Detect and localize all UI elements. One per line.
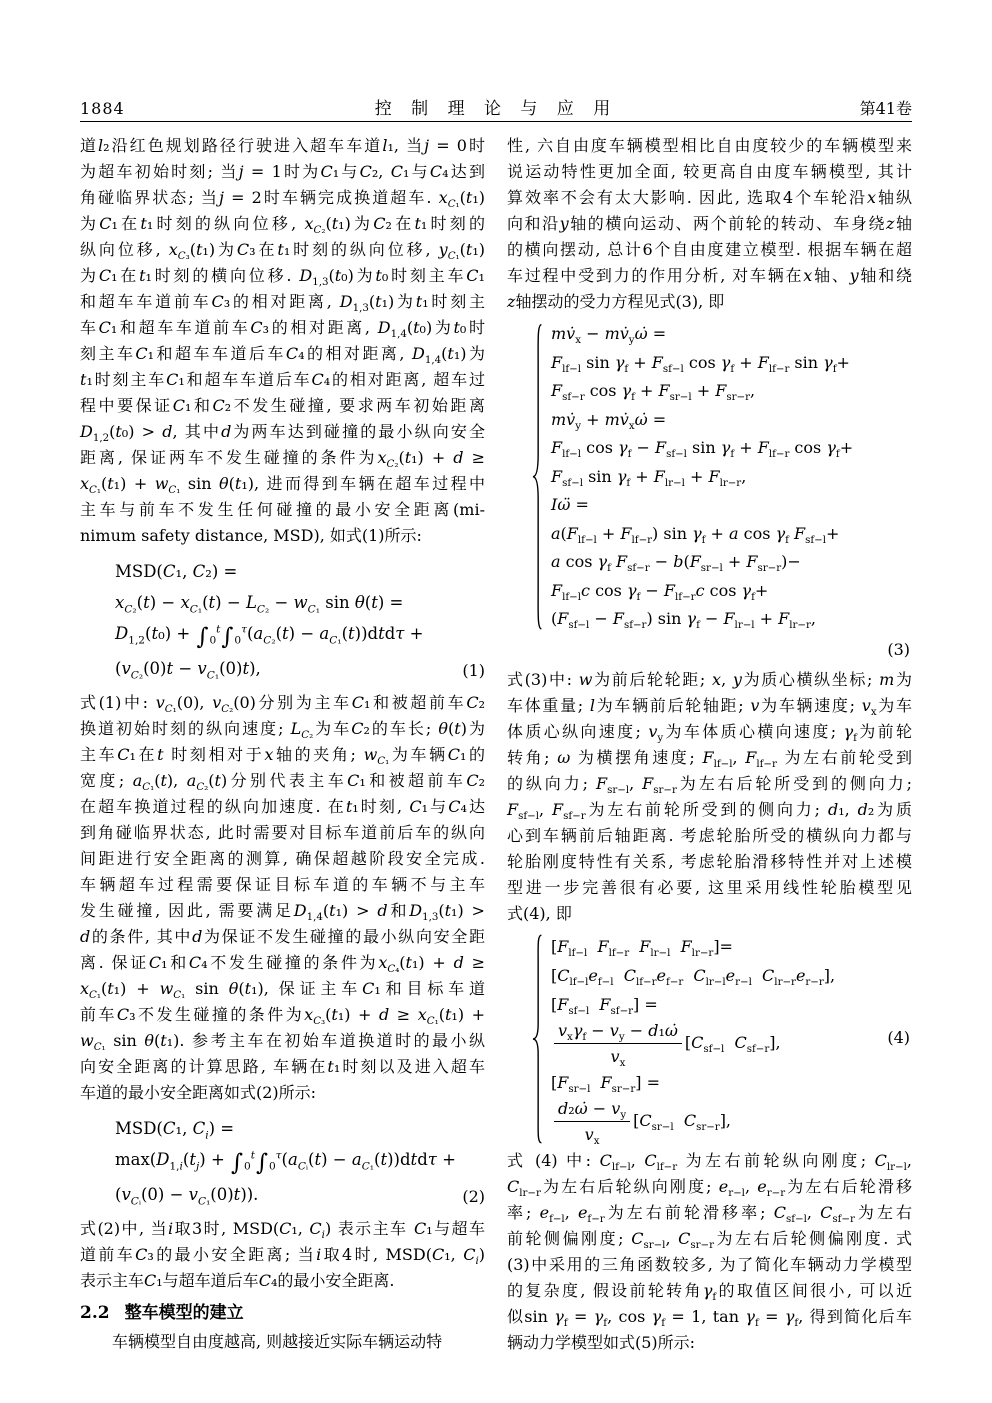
text-line: $x_{C_1}(t_1) + w_{C_1}$ sin θ(t₁), 进而得到车辆在超车过程中 xyxy=(80,474,485,497)
equation-line: $mv̇_x$ − $mv̇_y\omegȧ$ = xyxy=(551,324,667,347)
text-line: 向安全距离的计算思路, 车辆在t₁时刻以及进入超车 xyxy=(80,1057,485,1076)
text-line: nimum safety distance, MSD), 如式(1)所示: xyxy=(80,526,422,545)
text-line: $F_{sf-l}$, $F_{sf-r}$为左右前轮所受到的侧向力; d₁, d₂为质 xyxy=(507,799,913,822)
text-line: 向和沿y轴的横向运动、两个前轮的转动、车身绕z轴 xyxy=(507,214,912,233)
text-line: 车道的最小安全距离如式(2)所示: xyxy=(80,1083,317,1102)
equation-line: $(v_{C_2}(0)t - v_{C_1}(0)t)$, xyxy=(115,659,261,682)
text-line: 道l₂沿红色规划路径行驶进入超车车道l₁, 当j = 0时 xyxy=(80,136,485,155)
equation-1 xyxy=(80,556,485,684)
page-number: 1884 xyxy=(80,99,125,118)
equation-line: $\max(D_{1,i}(t_j) + \int_0^t\int_0^\tau(a_{Cᵢ}(t) - a_{C_1}(t))dtd\tau$ + xyxy=(115,1149,456,1176)
equation-lines xyxy=(115,556,485,684)
two-column-body xyxy=(80,133,912,1356)
text-line: 离. 保证C₁和C₄不发生碰撞的条件为$x_{C_4}(t_1) + d$ ≥ xyxy=(80,953,485,976)
equation-line: $F_{lf-l}c$ $\cos \gamma_f - F_{lf-r}c$ $\cos \gamma_f+$ xyxy=(551,580,769,603)
equation-number: (4) xyxy=(887,1027,910,1047)
text-line: 式 (4) 中: $C_{lf-l}$, $C_{lf-r}$ 为左右前轮纵向刚度; $C_{lr-l}$, xyxy=(507,1150,912,1173)
header-rule xyxy=(80,121,912,122)
text-line: 式(3)中: w为前后轮轮距; x, y为质心横纵坐标; m为 xyxy=(507,669,912,689)
text-line: 车辆模型自由度越高, 则越接近实际车辆运动特 xyxy=(112,1332,443,1351)
text-line: 率; $e_{f-l}$, $e_{f-r}$为左右前轮滑移率; $C_{sf-l}$, $C_{sf-r}$为左右 xyxy=(507,1202,913,1225)
paragraph-eq1-explanation xyxy=(80,690,485,1106)
equation-line: $\frac{v_x\gamma_f - v_y - d_1\omegȧ}{v_x}$ [$C_{sf-l}$ $C_{sf-r}$], xyxy=(551,1019,835,1068)
text-line: 体质心纵向速度; $v_y$为车体质心横向速度; $\gamma_f$为前轮 xyxy=(507,721,912,744)
text-line: 为C₁在t₁时刻的横向位移. $D_{1,3}(t_0)$为t₀时刻主车C₁ xyxy=(80,266,485,289)
volume-label: 第41卷 xyxy=(859,99,912,118)
equation-4 xyxy=(507,932,912,1146)
equation-line: $F_{sf-r}$ $\cos \gamma_f + F_{sr-l} + F_{sr-r}$, xyxy=(551,381,756,404)
text-line: 距离, 保证两车不发生碰撞的条件为$x_{C_2}(t_1) + d$ ≥ xyxy=(80,448,485,471)
right-column xyxy=(507,133,912,1356)
text-line: t₁时刻主车C₁和超车车道后车C₄的相对距离, 超车过 xyxy=(80,370,485,389)
text-line: 车辆超车过程需要保证目标车道的车辆不与主车 xyxy=(80,875,485,894)
section-number: 2.2 xyxy=(80,1303,110,1323)
equation-line: $(v_{Cᵢ}(0) - v_{C_1}(0)t)$). xyxy=(115,1185,259,1208)
equation-number: (2) xyxy=(462,1187,485,1206)
text-line: 辆动力学模型如式(5)所示: xyxy=(507,1332,696,1352)
text-line: 纵向位移, $x_{C_3}(t_1)$为C₃在t₁时刻的纵向位移, $y_{C_1}(t_1)$ xyxy=(80,240,485,263)
paragraph-vehicle-model-intro xyxy=(80,1329,485,1355)
journal-title: 控 制 理 论 与 应 用 xyxy=(374,99,618,119)
equation-line: Iω̈ = xyxy=(551,495,589,514)
equation-line: $(F_{sf-l} - F_{sf-r})$ $\sin \gamma_f - F_{lr-l} + F_{lr-r}$, xyxy=(551,609,816,632)
text-line: $x_{C_1}(t_1) + w_{C_1}$ sin θ(t₁), 保证主车C₁和目标车道 xyxy=(80,979,485,1002)
page-header xyxy=(80,94,912,119)
equation-line: $mv̇_y$ + $mv̇_x\omegȧ$ = xyxy=(551,409,667,432)
section-heading xyxy=(80,1299,485,1327)
text-line: $D_{1,2}(t_0) > d$, 其中d为两车达到碰撞的最小纵向安全 xyxy=(80,422,485,445)
text-line: 表示主车C₁与超车道后车C₄的最小安全距离. xyxy=(80,1271,395,1290)
text-line: $C_{lr-r}$为左右后轮纵向刚度; $e_{r-l}$, $e_{r-r}$为左右后轮滑移 xyxy=(507,1176,912,1199)
text-line: 式(2)中, 当i取3时, MSD(C₁, $C_i$) 表示主车 C₁与超车 xyxy=(80,1219,485,1242)
text-line: 心到车辆前后轴距离. 考虑轮胎所受的横纵向力都与 xyxy=(507,825,912,845)
text-line: 角碰临界状态; 当j = 2时车辆完成换道超车. $x_{C_1}(t_1)$ xyxy=(80,188,485,211)
text-line: 算效率不会有太大影响. 因此, 选取4个车轮沿x轴纵 xyxy=(507,188,912,207)
text-line: 和超车车道前车C₃的相对距离, $D_{1,3}(t_1)$为t₁时刻主 xyxy=(80,292,485,315)
equation-line: [$F_{sr-l}$ $F_{sr-r}$] = xyxy=(551,1072,660,1095)
text-line: 车C₁和超车车道前车C₃的相对距离, $D_{1,4}(t_0)$为t₀时 xyxy=(80,318,485,341)
text-line: 说运动特性更加全面, 较更高自由度车辆模型, 其计 xyxy=(507,162,912,181)
equation-line: $F_{lf-l}$ $\cos \gamma_f - F_{sf-l}$ $\sin \gamma_f + F_{lf-r}$ $\cos \gamma_f+$ xyxy=(551,438,854,461)
text-line: 为C₁在t₁时刻的纵向位移, $x_{C_2}(t_1)$为C₂在t₁时刻的 xyxy=(80,214,485,237)
paragraph-overtaking-definitions xyxy=(80,133,485,549)
text-line: z轴摆动的受力方程见式(3), 即 xyxy=(507,292,725,311)
equation-line: a $\cos \gamma_f$ $F_{sf-r} - b(F_{sr-l} + F_{sr-r})-$ xyxy=(551,552,801,575)
text-line: 车过程中受到力的作用分析, 对车辆在x轴、y轴和绕 xyxy=(507,266,912,285)
equation-line: [$C_{lf-l}e_{f-l}$ $C_{lf-r}e_{f-r}$ $C_{lr-l}e_{r-l}$ $C_{lr-r}e_{r-r}$], xyxy=(551,965,836,988)
text-line: 的纵向力; $F_{sr-l}$, $F_{sr-r}$为左右后轮所受到的侧向力; xyxy=(507,773,912,796)
equation-lines xyxy=(551,320,853,634)
section-title: 整车模型的建立 xyxy=(124,1303,244,1323)
text-line: 车体重量; l为车辆前后轮轴距; v为车辆速度; $v_x$为车 xyxy=(507,695,912,718)
equation-line: MSD(C₁, C₂) = xyxy=(115,562,238,581)
text-line: 为超车初始时刻; 当j = 1时为C₁与C₂, C₁与C₄达到 xyxy=(80,162,485,181)
left-brace-icon xyxy=(531,932,544,1146)
paragraph-eq3-explanation xyxy=(507,667,912,927)
text-line: 性, 六自由度车辆模型相比自由度较少的车辆模型来 xyxy=(507,136,912,155)
equation-line: $\frac{d_2\omegȧ - v_y}{v_x}$ [$C_{sr-l}$ $C_{sr-r}$], xyxy=(551,1097,835,1146)
text-line: 前轮侧偏刚度; $C_{sr-l}$, $C_{sr-r}$为左右后轮侧偏刚度. 式 xyxy=(507,1228,912,1251)
text-line: 前车C₃不发生碰撞的条件为$x_{C_3}(t_1) + d \ge x_{C_1}(t_1)$ + xyxy=(80,1005,486,1028)
text-line: $w_{C_1}$ sin θ(t₁). 参考主车在初始车道换道时的最小纵 xyxy=(80,1031,485,1054)
text-line: 轮胎刚度特性有关系, 考虑轮胎滑移特性并对上述模 xyxy=(507,851,912,871)
left-brace-icon xyxy=(531,320,544,634)
equation-lines xyxy=(115,1113,485,1210)
equation-number: (1) xyxy=(462,661,485,680)
equation-line: [$F_{sf-l}$ $F_{sf-r}$] = xyxy=(551,994,658,1017)
text-line: 主车C₁在t 时刻相对于x轴的夹角; $w_{C_1}$为车辆C₁的 xyxy=(80,745,485,768)
text-line: 道前车C₃的最小安全距离; 当i取4时, MSD(C₁, $C_i$) xyxy=(80,1245,485,1268)
equation-2 xyxy=(80,1113,485,1210)
equation-3 xyxy=(507,320,912,663)
equation-line: $F_{sf-l}$ $\sin \gamma_f + F_{lr-l} + F_{lr-r}$, xyxy=(551,466,747,489)
text-line: 发生碰撞, 因此, 需要满足$D_{1,4}(t_1) > d$和$D_{1,3}(t_1)$ > xyxy=(80,901,485,924)
text-line: d的条件, 其中d为保证不发生碰撞的最小纵向安全距 xyxy=(80,927,485,946)
equation-line: $D_{1,2}(t_0) + \int_0^t\int_0^\tau(a_{C_2}(t) - a_{C_1}(t))dtd\tau$ + xyxy=(115,623,424,650)
equation-line: $x_{C_2}(t) - x_{C_1}(t) - L_{C_2} - w_{C_1}$ sin θ(t) = xyxy=(115,593,404,616)
text-line: 程中要保证C₁和C₂不发生碰撞, 要求两车初始距离 xyxy=(80,396,485,415)
text-line: 宽度; $a_{C_1}(t)$, $a_{C_2}(t)$分别代表主车C₁和被超前车C₂ xyxy=(80,771,485,794)
text-line: 式(1)中: $v_{C_1}(0)$, $v_{C_2}(0)$分别为主车C₁和被超前车C₂ xyxy=(80,693,485,716)
text-line: 到角碰临界状态, 此时需要对目标车道前后车的纵向 xyxy=(80,823,485,842)
text-line: 似$\sin \gamma_f = \gamma_f$, $\cos \gamma_f = 1$, $\tan \gamma_f = \gamma_f$, 得到简化后车 xyxy=(507,1306,912,1329)
text-line: 式(4), 即 xyxy=(507,903,572,923)
paragraph-eq2-explanation xyxy=(80,1216,485,1294)
equation-line: $F_{lf-l}$ $\sin \gamma_f + F_{sf-l}$ $\cos \gamma_f + F_{lf-r}$ $\sin \gamma_f+$ xyxy=(551,352,850,375)
text-line: 刻主车C₁和超车车道后车C₄的相对距离, $D_{1,4}(t_1)$为 xyxy=(80,344,485,367)
text-line: 型进一步完善很有必要, 这里采用线性轮胎模型见 xyxy=(507,877,912,897)
text-line: 转角; ω 为横摆角速度; $F_{lf-l}$, $F_{lf-r}$ 为左右前轮受到 xyxy=(507,747,912,770)
equation-line: $a(F_{lf-l} + F_{lf-r})$ $\sin \gamma_f + a$ $\cos \gamma_f$ $F_{sf-l}+$ xyxy=(551,523,840,546)
text-line: 的复杂度, 假设前轮转角$\gamma_f$的取值区间很小, 可以近 xyxy=(507,1280,912,1303)
text-line: 主车与前车不发生任何碰撞的最小安全距离(mi- xyxy=(80,500,485,519)
text-line: 在超车换道过程的纵向加速度. 在t₁时刻, C₁与C₄达 xyxy=(80,797,485,816)
equation-system xyxy=(531,932,912,1146)
equation-line: [$F_{lf-l}$ $F_{lf-r}$ $F_{lr-l}$ $F_{lr-r}]=$ xyxy=(551,936,733,959)
text-line: 间距进行安全距离的测算, 确保超越阶段安全完成. xyxy=(80,849,485,868)
text-line: 换道初始时刻的纵向速度; $L_{C_2}$为车C₂的车长; θ(t)为 xyxy=(80,719,485,742)
equation-lines xyxy=(551,932,835,1146)
text-line: (3)中采用的三角函数较多, 为了简化车辆动力学模型 xyxy=(507,1254,912,1274)
text-line: 的横向摆动, 总计6个自由度建立模型. 根据车辆在超 xyxy=(507,240,912,259)
equation-system xyxy=(531,320,912,634)
paragraph-dof-model xyxy=(507,133,912,315)
paragraph-eq4-explanation xyxy=(507,1148,912,1356)
equation-number: (3) xyxy=(887,639,910,659)
left-column xyxy=(80,133,485,1355)
equation-line: MSD(C₁, $C_i$) = xyxy=(115,1119,235,1142)
